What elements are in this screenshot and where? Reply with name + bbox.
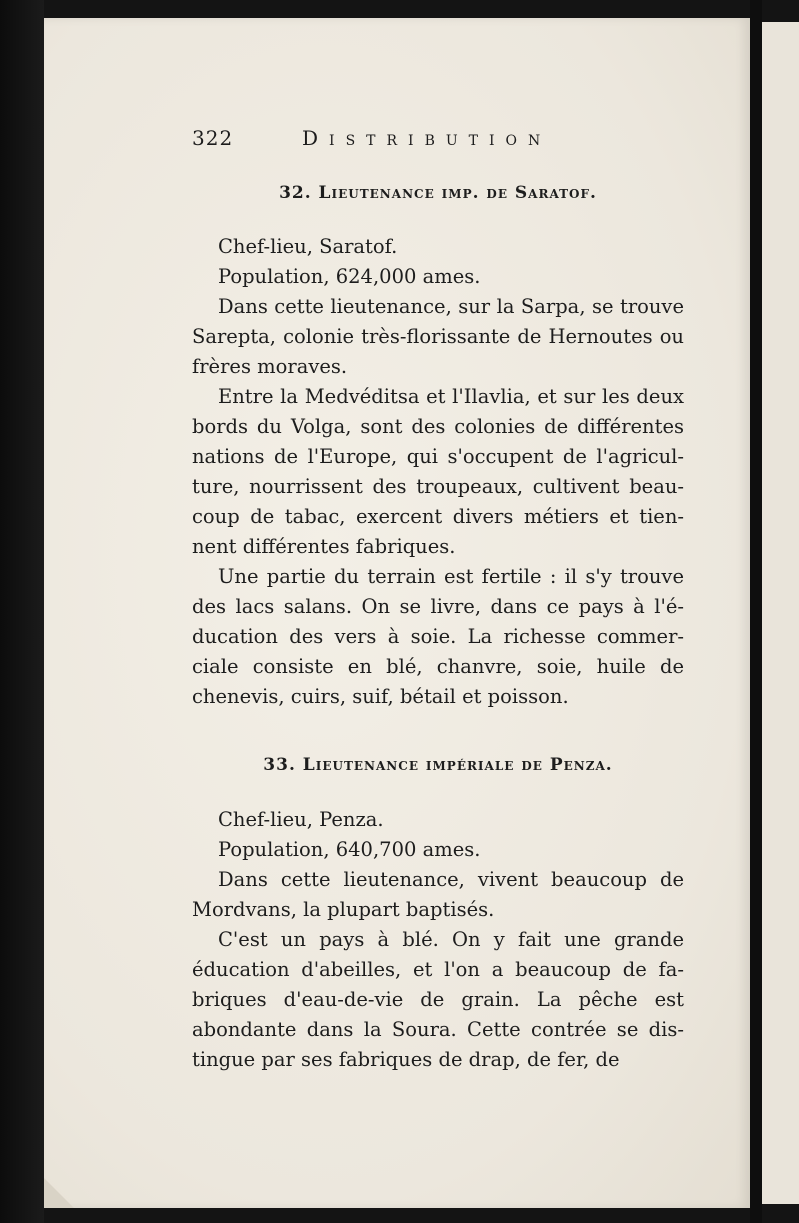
paragraph: Entre la Medvéditsa et l'Ilavlia, et sur les deux bords du Volga, sont des colonies de différentes nations de l'Europe, qui s'occupent de l'agricul-ture, nourrissent des troupeaux, cultivent beau-coup de tabac, exercent divers métiers et tien-nent différentes fabriques.	[192, 385, 684, 558]
book-page	[44, 18, 750, 1208]
section-heading-penza-wrap	[192, 750, 684, 780]
page-header	[44, 118, 750, 154]
paragraph: Dans cette lieutenance, vivent beaucoup de Mordvans, la plupart baptisés.	[192, 868, 684, 921]
running-title: Distribution	[302, 126, 552, 150]
section-heading-saratof-wrap	[192, 178, 684, 208]
folded-page-corner	[44, 1178, 74, 1208]
paragraph: Dans cette lieutenance, sur la Sarpa, se trouve Sarepta, colonie très-florissante de Hernoutes ou frères moraves.	[192, 295, 684, 378]
paragraph: Chef-lieu, Saratof.	[218, 235, 398, 258]
scan-background-left	[0, 0, 44, 1223]
book-gutter	[750, 0, 762, 1223]
section-body-saratof	[192, 232, 684, 712]
paragraph: Population, 624,000 ames.	[218, 265, 481, 288]
paragraph: Chef-lieu, Penza.	[218, 808, 384, 831]
adjacent-page-edge	[762, 22, 799, 1204]
section-body-penza	[192, 805, 684, 1075]
paragraph: C'est un pays à blé. On y fait une grande éducation d'abeilles, et l'on a beaucoup de fa-briques d'eau-de-vie de grain. La pêche est abondante dans la Soura. Cette contrée se dis-tingue par ses fabriques de drap, de fer, de	[192, 928, 684, 1071]
paragraph: Une partie du terrain est fertile : il s'y trouve des lacs salans. On se livre, dans ce pays à l'é-ducation des vers à soie. La richesse commer-ciale consiste en blé, chanvre, soie, huile de chenevis, cuirs, suif, bétail et poisson.	[192, 565, 684, 708]
section-heading: 32. Lieutenance imp. de Saratof.	[279, 183, 597, 203]
page-number: 322	[192, 126, 234, 150]
section-heading: 33. Lieutenance impériale de Penza.	[263, 755, 613, 775]
paragraph: Population, 640,700 ames.	[218, 838, 481, 861]
